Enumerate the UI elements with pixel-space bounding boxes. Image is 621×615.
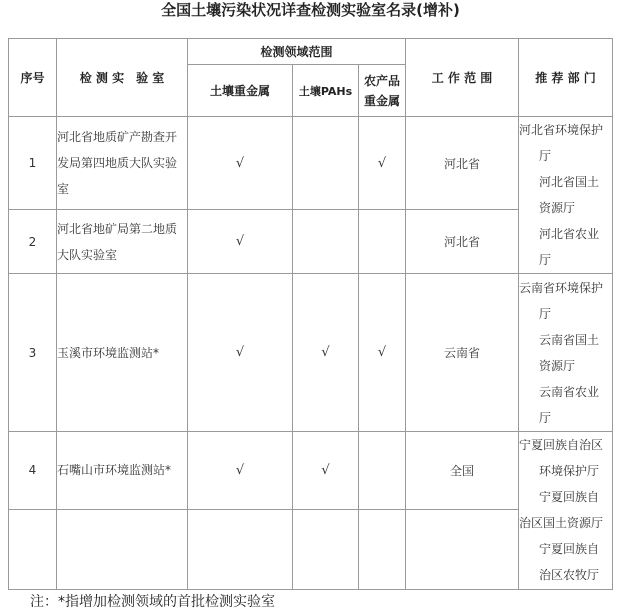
- header-heavy-metal: 土壤重金属: [188, 65, 293, 117]
- dept-line: 河北省国土: [539, 175, 600, 190]
- header-scope: 检测领域范围: [188, 39, 406, 65]
- row-seq: 3: [9, 274, 57, 431]
- empty-cell: [57, 509, 188, 589]
- dept-line: 宁夏回族自治区: [519, 438, 604, 453]
- dept-line: 环境保护厅: [539, 464, 600, 479]
- row-agri-check: [359, 431, 406, 509]
- dept-line: 厅: [539, 149, 552, 164]
- row-work-area: 河北省: [406, 117, 519, 210]
- row-pahs-check: [293, 209, 359, 274]
- dept-line: 厅: [539, 306, 552, 321]
- row-work-area: 云南省: [406, 274, 519, 431]
- dept-line: 云南省环境保护: [519, 280, 604, 295]
- header-agri-line1: 农产品: [364, 73, 401, 88]
- empty-cell: [188, 509, 293, 589]
- header-pahs: 土壤PAHs: [293, 65, 359, 117]
- row-heavy-metal-check: √: [188, 274, 293, 431]
- row-heavy-metal-check: √: [188, 209, 293, 274]
- row-lab-line: 河北省地质矿产勘查开: [57, 130, 178, 144]
- row-seq: 2: [9, 209, 57, 274]
- row-work-area: 河北省: [406, 209, 519, 274]
- row-lab-line: 室: [57, 182, 70, 196]
- page-title: 全国土壤污染状况详查检测实验室名录(增补): [161, 1, 460, 19]
- row-agri-check: √: [359, 117, 406, 210]
- dept-line: 治区国土资源厅: [519, 516, 604, 531]
- row-agri-check: [359, 209, 406, 274]
- empty-cell: [9, 509, 57, 589]
- empty-cell: [359, 509, 406, 589]
- empty-cell: [293, 509, 359, 589]
- table-row: [9, 117, 613, 210]
- row-lab-line: 石嘴山市环境监测站*: [57, 463, 172, 478]
- row-lab-line: 大队实验室: [57, 247, 118, 262]
- dept-yunnan: [519, 274, 613, 431]
- header-lab: 检 测 实 验 室: [57, 39, 188, 117]
- header-seq: 序号: [9, 39, 57, 117]
- dept-line: 资源厅: [539, 358, 576, 373]
- footnote: 注：*指增加检测领域的首批检测实验室: [30, 594, 275, 610]
- row-pahs-check: √: [293, 431, 359, 509]
- row-heavy-metal-check: √: [188, 117, 293, 210]
- row-lab: [57, 209, 188, 274]
- row-lab: [57, 431, 188, 509]
- header-work-area: 工 作 范 围: [406, 39, 519, 117]
- row-lab: [57, 117, 188, 210]
- empty-cell: [406, 509, 519, 589]
- dept-line: 河北省农业: [539, 227, 600, 242]
- dept-line: 河北省环境保护: [519, 123, 604, 138]
- dept-line: 治区农牧厅: [539, 568, 600, 583]
- table-row: [9, 274, 613, 431]
- dept-line: 厅: [539, 410, 552, 425]
- table-row: [9, 431, 613, 509]
- header-dept: 推 荐 部 门: [519, 39, 613, 117]
- row-lab-line: 玉溪市环境监测站*: [57, 345, 160, 360]
- dept-line: 云南省国土: [539, 332, 600, 347]
- row-agri-check: √: [359, 274, 406, 431]
- row-seq: 1: [9, 117, 57, 210]
- dept-line: 云南省农业: [539, 384, 600, 399]
- dept-line: 资源厅: [539, 201, 576, 216]
- lab-directory-table: [8, 38, 613, 590]
- header-agri-line2: 重金属: [364, 93, 401, 108]
- row-pahs-check: [293, 117, 359, 210]
- row-lab-line: 发局第四地质大队实验: [57, 156, 178, 170]
- row-work-area: 全国: [406, 431, 519, 509]
- row-pahs-check: √: [293, 274, 359, 431]
- dept-line: 厅: [539, 253, 552, 268]
- header-agri: [359, 65, 406, 117]
- row-lab: [57, 274, 188, 431]
- header-row: [9, 39, 613, 65]
- dept-line: 宁夏回族自: [539, 542, 600, 557]
- dept-ningxia: [519, 431, 613, 589]
- row-heavy-metal-check: √: [188, 431, 293, 509]
- dept-line: 宁夏回族自: [539, 490, 600, 505]
- row-lab-line: 河北省地矿局第二地质: [57, 221, 178, 236]
- row-seq: 4: [9, 431, 57, 509]
- dept-hebei: [519, 117, 613, 274]
